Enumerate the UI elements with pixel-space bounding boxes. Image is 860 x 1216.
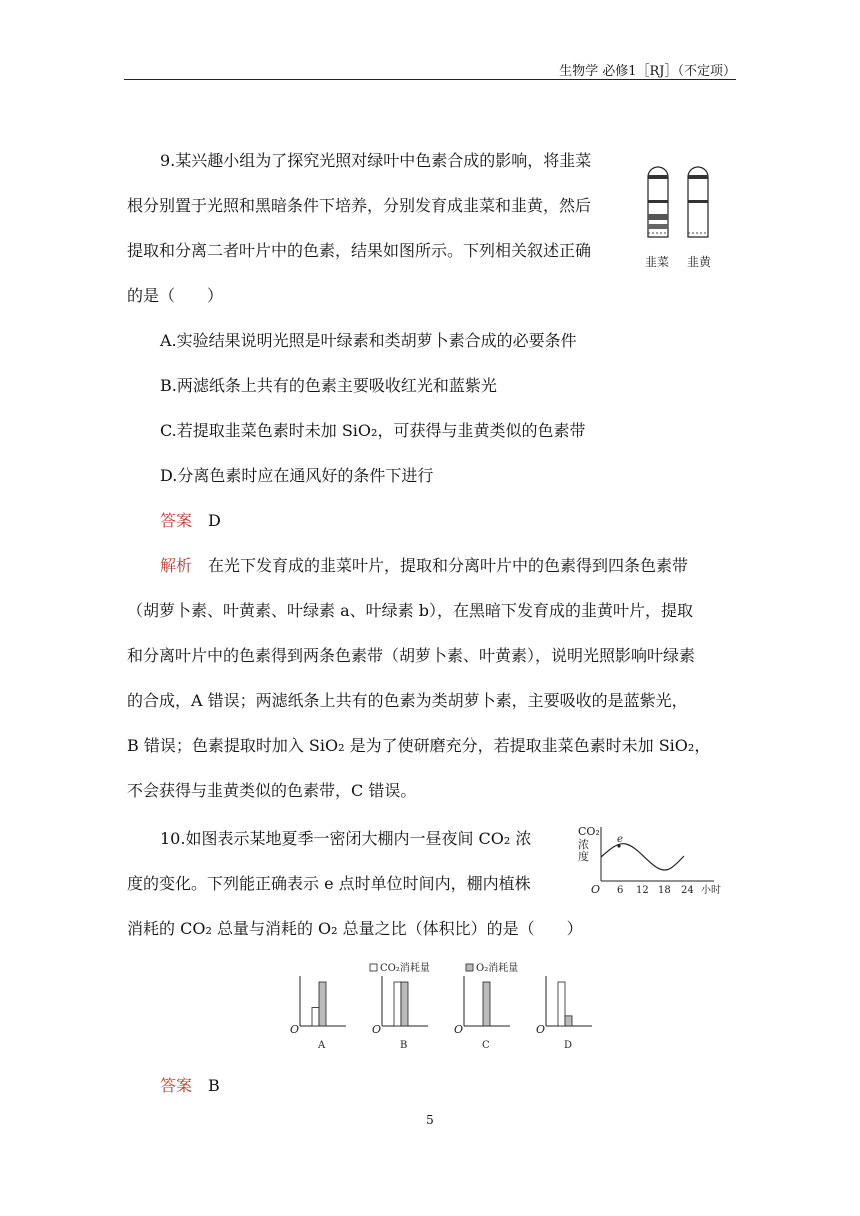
- q9-line-3: 提取和分离二者叶片中的色素，结果如图所示。下列相关叙述正确: [127, 241, 592, 260]
- label-jiucai: 韭菜: [645, 255, 670, 269]
- curve-ylabel-line-2: 浓: [578, 838, 589, 851]
- origin-label: O: [290, 1023, 300, 1036]
- option-label: C: [482, 1040, 490, 1051]
- legend-o2-swatch: [466, 964, 473, 971]
- q9-analysis-line-2: （胡萝卜素、叶黄素、叶绿素 a、叶绿素 b），在黑暗下发育成的韭黄叶片，提取: [127, 601, 693, 620]
- strip-jiuhuang: [688, 167, 708, 237]
- band-carotene: [648, 175, 668, 179]
- q10-answer: [160, 1076, 220, 1096]
- analysis-text: 在光下发育成的韭菜叶片，提取和分离叶片中的色素得到四条色素带: [208, 556, 689, 575]
- answer-value: B: [208, 1076, 220, 1095]
- option-chart-c: [454, 976, 510, 1051]
- q10-line-2: 度的变化。下列能正确表示 e 点时单位时间内，棚内植株: [127, 874, 531, 893]
- q9-option-d: D.分离色素时应在通风好的条件下进行: [160, 466, 434, 485]
- xtick-12: 12: [636, 885, 649, 896]
- q9-analysis-line-1: [160, 556, 688, 576]
- co2-curve-figure: [574, 823, 732, 901]
- legend-co2-swatch: [370, 964, 377, 971]
- q9-option-c: C.若提取韭菜色素时未加 SiO₂，可获得与韭黄类似的色素带: [160, 421, 586, 440]
- xtick-18: 18: [658, 885, 671, 896]
- legend-o2-label: O₂消耗量: [476, 963, 519, 974]
- curve-ylabel-line-1: CO₂: [578, 825, 600, 838]
- page-header: 生物学 必修1［RJ］（不定项）: [559, 64, 736, 79]
- answer-label: 答案: [160, 1076, 193, 1095]
- band-carotene: [688, 175, 708, 179]
- bar-co2: [312, 1008, 319, 1026]
- option-label: D: [564, 1040, 573, 1051]
- q9-line-2: 根分别置于光照和黑暗条件下培养，分别发育成韭菜和韭黄，然后: [127, 196, 592, 215]
- option-label: B: [400, 1040, 408, 1051]
- analysis-label: 解析: [160, 556, 193, 575]
- band-chlorophyll-a: [648, 214, 668, 220]
- origin-label: O: [372, 1023, 382, 1036]
- q9-analysis-line-5: B 错误；色素提取时加入 SiO₂ 是为了使研磨充分，若提取韭菜色素时未加 SiO₂，: [127, 736, 711, 755]
- point-e-label: e: [617, 834, 623, 845]
- legend-co2-label: CO₂消耗量: [380, 963, 430, 974]
- page-number: 5: [426, 1113, 434, 1127]
- q9-analysis-line-4: 的合成，A 错误；两滤纸条上共有的色素为类胡萝卜素，主要吸收的是蓝紫光，: [127, 691, 688, 710]
- band-chlorophyll-b: [648, 224, 668, 229]
- xtick-6: 6: [617, 885, 624, 896]
- q9-analysis-line-3: 和分离叶片中的色素得到两条色素带（胡萝卜素、叶黄素），说明光照影响叶绿素: [127, 646, 696, 665]
- q9-analysis-line-6: 不会获得与韭黄类似的色素带，C 错误。: [127, 781, 417, 800]
- bar-co2: [558, 982, 565, 1026]
- bar-o2: [401, 982, 408, 1026]
- bar-co2: [394, 982, 401, 1026]
- bar-o2: [319, 982, 326, 1026]
- label-jiuhuang: 韭黄: [687, 255, 712, 269]
- q10-line-3: 消耗的 CO₂ 总量与消耗的 O₂ 总量之比（体积比）的是（ ）: [127, 919, 583, 938]
- xunit: 小时: [701, 885, 721, 896]
- answer-label: 答案: [160, 511, 193, 530]
- q9-answer: [160, 511, 221, 531]
- option-chart-a: [290, 976, 346, 1051]
- origin-label: O: [454, 1023, 464, 1036]
- option-chart-b: [372, 976, 428, 1051]
- q9-line-1: 9.某兴趣小组为了探究光照对绿叶中色素合成的影响，将韭菜: [160, 151, 592, 170]
- q9-line-4: 的是（ ）: [127, 286, 224, 305]
- q9-option-a: A.实验结果说明光照是叶绿素和类胡萝卜素合成的必要条件: [160, 331, 577, 350]
- chromatography-strips-figure: [640, 160, 740, 272]
- q10-line-1: 10.如图表示某地夏季一密闭大棚内一昼夜间 CO₂ 浓: [160, 829, 532, 848]
- option-label: A: [318, 1040, 326, 1051]
- origin-label: O: [536, 1023, 546, 1036]
- band-xanthophyll: [648, 200, 668, 203]
- xtick-24: 24: [681, 885, 694, 896]
- curve-origin: O: [591, 883, 601, 896]
- curve-ylabel-line-3: 度: [578, 850, 589, 863]
- band-xanthophyll: [688, 200, 708, 203]
- strip-jiucai: [648, 167, 668, 237]
- bar-o2: [565, 1016, 572, 1026]
- co2-curve: [601, 844, 684, 870]
- q9-option-b: B.两滤纸条上共有的色素主要吸收红光和蓝紫光: [160, 376, 497, 395]
- answer-value: D: [208, 511, 221, 530]
- option-bar-charts: [286, 957, 606, 1057]
- header-rule: [124, 79, 736, 80]
- bar-o2: [483, 982, 490, 1026]
- option-chart-d: [536, 976, 592, 1051]
